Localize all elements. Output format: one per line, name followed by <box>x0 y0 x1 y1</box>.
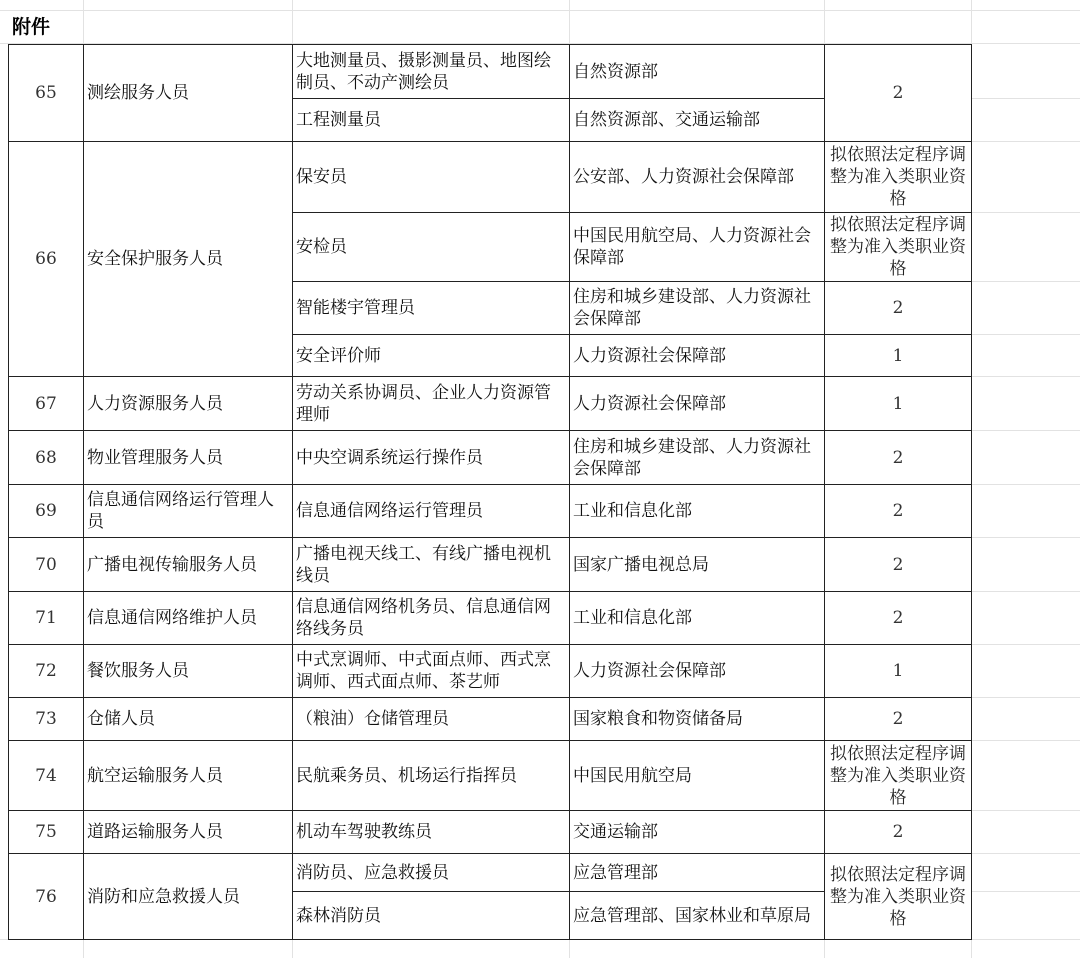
table-row <box>9 854 972 892</box>
department-cell: 自然资源部 <box>570 45 825 99</box>
occupation-cell: 森林消防员 <box>293 892 570 940</box>
row-number: 73 <box>9 698 84 741</box>
category-cell: 信息通信网络维护人员 <box>84 592 293 645</box>
row-number: 70 <box>9 538 84 592</box>
department-cell: 公安部、人力资源社会保障部 <box>570 142 825 213</box>
occupation-cell: 机动车驾驶教练员 <box>293 811 570 854</box>
row-number: 75 <box>9 811 84 854</box>
department-cell: 中国民用航空局、人力资源社会保障部 <box>570 213 825 282</box>
table-row <box>9 431 972 485</box>
category-cell: 广播电视传输服务人员 <box>84 538 293 592</box>
row-number: 65 <box>9 45 84 142</box>
occupation-table <box>8 44 972 940</box>
occupation-cell: 保安员 <box>293 142 570 213</box>
level-cell: 2 <box>825 592 972 645</box>
table-row <box>9 741 972 811</box>
table-row <box>9 538 972 592</box>
level-cell: 2 <box>825 485 972 538</box>
department-cell: 中国民用航空局 <box>570 741 825 811</box>
table-row <box>9 45 972 99</box>
row-number: 68 <box>9 431 84 485</box>
occupation-cell: 安检员 <box>293 213 570 282</box>
row-number: 72 <box>9 645 84 698</box>
occupation-cell: 广播电视天线工、有线广播电视机线员 <box>293 538 570 592</box>
row-number: 69 <box>9 485 84 538</box>
category-cell: 道路运输服务人员 <box>84 811 293 854</box>
occupation-cell: 消防员、应急救援员 <box>293 854 570 892</box>
row-number: 74 <box>9 741 84 811</box>
level-cell: 2 <box>825 45 972 142</box>
category-cell: 测绘服务人员 <box>84 45 293 142</box>
occupation-cell: （粮油）仓储管理员 <box>293 698 570 741</box>
level-cell: 拟依照法定程序调整为准入类职业资格 <box>825 741 972 811</box>
department-cell: 应急管理部 <box>570 854 825 892</box>
occupation-cell: 工程测量员 <box>293 99 570 142</box>
occupation-cell: 信息通信网络机务员、信息通信网络线务员 <box>293 592 570 645</box>
department-cell: 人力资源社会保障部 <box>570 335 825 377</box>
row-number: 67 <box>9 377 84 431</box>
occupation-cell: 智能楼宇管理员 <box>293 282 570 335</box>
level-cell: 2 <box>825 538 972 592</box>
row-number: 76 <box>9 854 84 940</box>
department-cell: 国家粮食和物资储备局 <box>570 698 825 741</box>
department-cell: 应急管理部、国家林业和草原局 <box>570 892 825 940</box>
category-cell: 安全保护服务人员 <box>84 142 293 377</box>
category-cell: 人力资源服务人员 <box>84 377 293 431</box>
level-cell: 拟依照法定程序调整为准入类职业资格 <box>825 854 972 940</box>
occupation-cell: 信息通信网络运行管理员 <box>293 485 570 538</box>
level-cell: 2 <box>825 282 972 335</box>
category-cell: 信息通信网络运行管理人员 <box>84 485 293 538</box>
level-cell: 1 <box>825 335 972 377</box>
category-cell: 航空运输服务人员 <box>84 741 293 811</box>
table-row <box>9 485 972 538</box>
department-cell: 住房和城乡建设部、人力资源社会保障部 <box>570 431 825 485</box>
department-cell: 人力资源社会保障部 <box>570 377 825 431</box>
level-cell: 1 <box>825 377 972 431</box>
occupation-cell: 中式烹调师、中式面点师、西式烹调师、西式面点师、茶艺师 <box>293 645 570 698</box>
level-cell: 拟依照法定程序调整为准入类职业资格 <box>825 142 972 213</box>
level-cell: 1 <box>825 645 972 698</box>
category-cell: 餐饮服务人员 <box>84 645 293 698</box>
occupation-cell: 劳动关系协调员、企业人力资源管理师 <box>293 377 570 431</box>
level-cell: 拟依照法定程序调整为准入类职业资格 <box>825 213 972 282</box>
occupation-cell: 大地测量员、摄影测量员、地图绘制员、不动产测绘员 <box>293 45 570 99</box>
level-cell: 2 <box>825 431 972 485</box>
table-row <box>9 698 972 741</box>
department-cell: 交通运输部 <box>570 811 825 854</box>
department-cell: 工业和信息化部 <box>570 485 825 538</box>
table-row <box>9 592 972 645</box>
table-row <box>9 645 972 698</box>
row-number: 66 <box>9 142 84 377</box>
sheet-title: 附件 <box>12 16 51 38</box>
level-cell: 2 <box>825 698 972 741</box>
department-cell: 自然资源部、交通运输部 <box>570 99 825 142</box>
table-row <box>9 142 972 213</box>
department-cell: 国家广播电视总局 <box>570 538 825 592</box>
occupation-cell: 民航乘务员、机场运行指挥员 <box>293 741 570 811</box>
category-cell: 消防和应急救援人员 <box>84 854 293 940</box>
table-row <box>9 811 972 854</box>
level-cell: 2 <box>825 811 972 854</box>
department-cell: 工业和信息化部 <box>570 592 825 645</box>
row-number: 71 <box>9 592 84 645</box>
table-row <box>9 377 972 431</box>
occupation-cell: 中央空调系统运行操作员 <box>293 431 570 485</box>
department-cell: 人力资源社会保障部 <box>570 645 825 698</box>
category-cell: 物业管理服务人员 <box>84 431 293 485</box>
occupation-cell: 安全评价师 <box>293 335 570 377</box>
category-cell: 仓储人员 <box>84 698 293 741</box>
department-cell: 住房和城乡建设部、人力资源社会保障部 <box>570 282 825 335</box>
